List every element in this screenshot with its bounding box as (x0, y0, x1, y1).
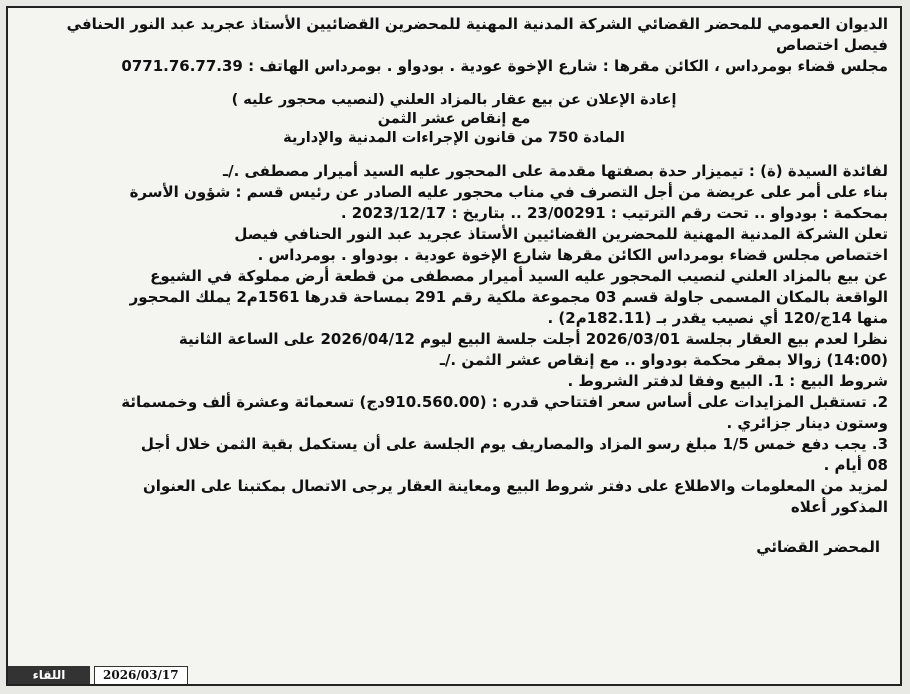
body-line: لفائدة السيدة (ة) : تيميزار حدة بصفتها مقدمة على المحجور عليه السيد أميرار مصطفى ./ـ (222, 162, 888, 180)
header-line-1: الديوان العمومي للمحضر القضائي الشركة المدنية المهنية للمحضرين القضائيين الأستاذ عجريد عبد النور الحنافي (66, 15, 888, 33)
notice-title-2: مع إنقاص عشر الثمن (377, 111, 531, 127)
body-line: وستون دينار جزائري . (726, 414, 888, 432)
newspaper-label: اللقاء (8, 666, 90, 684)
publication-date: 2026/03/17 (94, 666, 188, 684)
body-line: لمزيد من المعلومات والاطلاع على دفتر شروط البيع ومعاينة العقار يرجى الاتصال بمكتبنا على العنوان (142, 477, 888, 495)
body-line: المذكور أعلاه (790, 498, 888, 516)
header-line-2: فيصل اختصاص (775, 36, 888, 54)
notice-title-1: إعادة الإعلان عن بيع عقار بالمزاد العلني (لنصيب محجور عليه ) (231, 92, 677, 108)
body-line: 08 أيام . (823, 456, 888, 474)
body-line: بناء على أمر على عريضة من أجل التصرف في مناب محجور عليه الصادر عن رئيس قسم : شؤون الأسرة (129, 183, 888, 201)
body-line: تعلن الشركة المدنية المهنية للمحضرين القضائيين الأستاذ عجريد عبد النور الحنافي فيصل (234, 225, 888, 243)
notice-title-3: المادة 750 من قانون الإجراءات المدنية والإدارية (283, 130, 625, 146)
body-line: 2. تستقبل المزايدات على أساس سعر افتتاحي قدره : (910.560.00دج) تسعمائة وعشرة ألف وخمسمائة (121, 393, 888, 411)
body-line: بمحكمة : بودواو .. تحت رقم الترتيب : 23/00291 .. بتاريخ : 2023/12/17 . (340, 204, 888, 222)
header-line-3: مجلس قضاء بومرداس ، الكائن مقرها : شارع الإخوة عودية . بودواو . بومرداس الهاتف : 0771.76.77.39 (121, 57, 888, 75)
announcement-notice (6, 6, 902, 686)
body-line: اختصاص مجلس قضاء بومرداس الكائن مقرها شارع الإخوة عودية . بودواو . بومرداس . (257, 246, 888, 264)
body-line: الواقعة بالمكان المسمى جاولة قسم 03 مجموعة ملكية رقم 291 بمساحة قدرها 1561م2 يملك المحجور (129, 288, 888, 306)
signature-bailiff: المحضر القضائي (756, 538, 880, 556)
publication-footer (8, 666, 188, 684)
body-line: شروط البيع : 1. البيع وفقا لدفتر الشروط . (567, 372, 888, 390)
body-line: منها 14ج/120 أي نصيب يقدر بـ (182.11م2) . (547, 309, 888, 327)
body-line: 3. يجب دفع خمس 1/5 مبلغ رسو المزاد والمصاريف يوم الجلسة على أن يستكمل بقية الثمن خلال أجل (140, 435, 888, 453)
body-line: (14:00) زوالا بمقر محكمة بودواو .. مع إنقاص عشر الثمن ./ـ (439, 351, 888, 369)
body-line: عن بيع بالمزاد العلني لنصيب المحجور عليه السيد أميرار مصطفى من قطعة أرض مملوكة في الشيوع (150, 267, 888, 285)
body-line: نظرا لعدم بيع العقار بجلسة 2026/03/01 أجلت جلسة البيع ليوم 2026/04/12 على الساعة الثانية (178, 330, 888, 348)
